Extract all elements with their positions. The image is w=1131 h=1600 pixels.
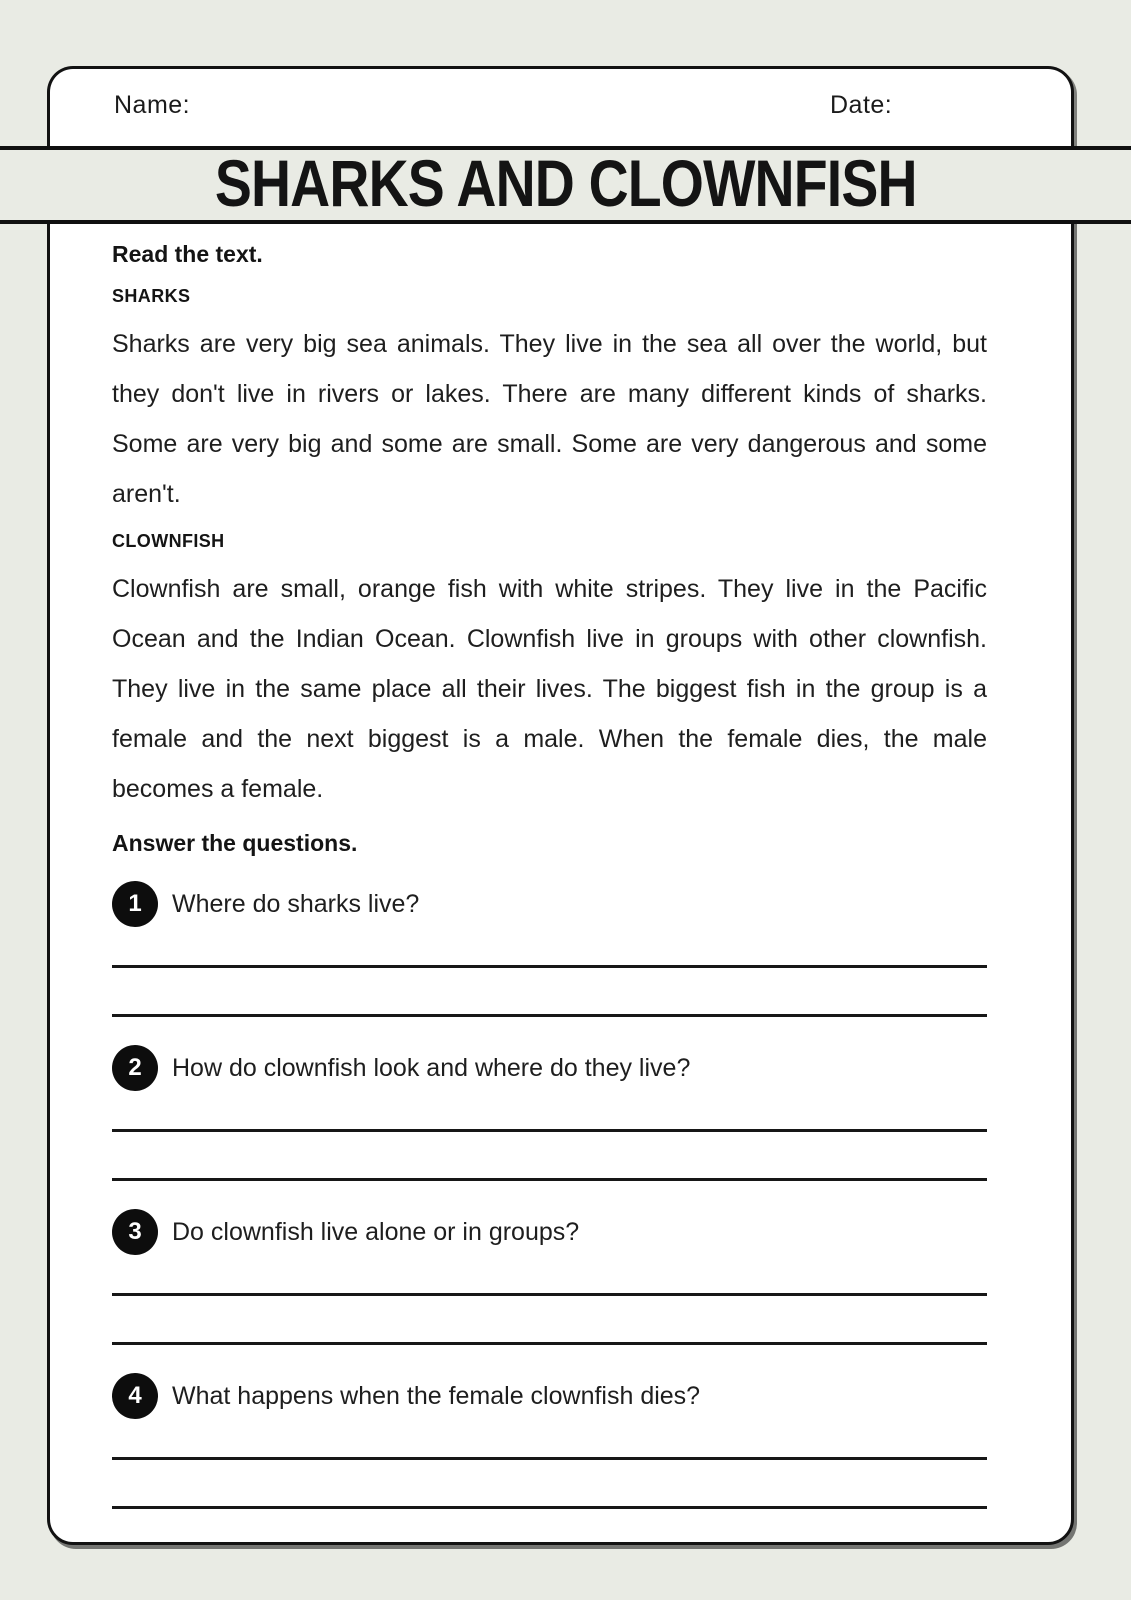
name-label: Name:	[114, 91, 191, 119]
worksheet-content	[50, 153, 1071, 1509]
name-date-box	[47, 66, 1074, 152]
question-number-badge-2: 2	[112, 1045, 158, 1091]
question-number-badge-1: 1	[112, 881, 158, 927]
question-text-3: Do clownfish live alone or in groups?	[172, 1217, 580, 1246]
question-number-badge-4: 4	[112, 1373, 158, 1419]
section-heading-sharks: SHARKS	[112, 286, 191, 306]
answer-line	[112, 1129, 987, 1132]
question-text-1: Where do sharks live?	[172, 889, 420, 918]
worksheet-body	[47, 146, 1074, 1545]
answer-line	[112, 965, 987, 968]
answer-line	[112, 1342, 987, 1345]
clownfish-paragraph: Clownfish are small, orange fish with white stripes. They live in the Pacific Ocean and the Indian Ocean. Clownfish live in groups with other clownfish. They live in the same place all their lives. The biggest fish in the group is a female and the next biggest is a male. When the female dies, the male becomes a female.	[112, 575, 987, 803]
question-row-4	[112, 1373, 987, 1419]
question-number-badge-3: 3	[112, 1209, 158, 1255]
page-title: SHARKS AND CLOWNFISH	[214, 146, 917, 220]
question-row-3	[112, 1209, 987, 1255]
answer-line	[112, 1457, 987, 1460]
question-text-2: How do clownfish look and where do they live?	[172, 1053, 691, 1082]
read-instruction: Read the text.	[112, 241, 263, 267]
date-label: Date:	[830, 91, 893, 119]
question-row-2	[112, 1045, 987, 1091]
answer-line	[112, 1293, 987, 1296]
sharks-paragraph: Sharks are very big sea animals. They live in the sea all over the world, but they don't live in rivers or lakes. There are many different kinds of sharks. Some are very big and some are small. Some are very dangerous and some aren't.	[112, 330, 987, 508]
title-banner	[0, 146, 1131, 224]
answer-line	[112, 1506, 987, 1509]
question-text-4: What happens when the female clownfish dies?	[172, 1381, 701, 1410]
answer-line	[112, 1014, 987, 1017]
question-row-1	[112, 881, 987, 927]
answer-line	[112, 1178, 987, 1181]
answer-instruction: Answer the questions.	[112, 830, 358, 856]
section-heading-clownfish: CLOWNFISH	[112, 531, 225, 551]
